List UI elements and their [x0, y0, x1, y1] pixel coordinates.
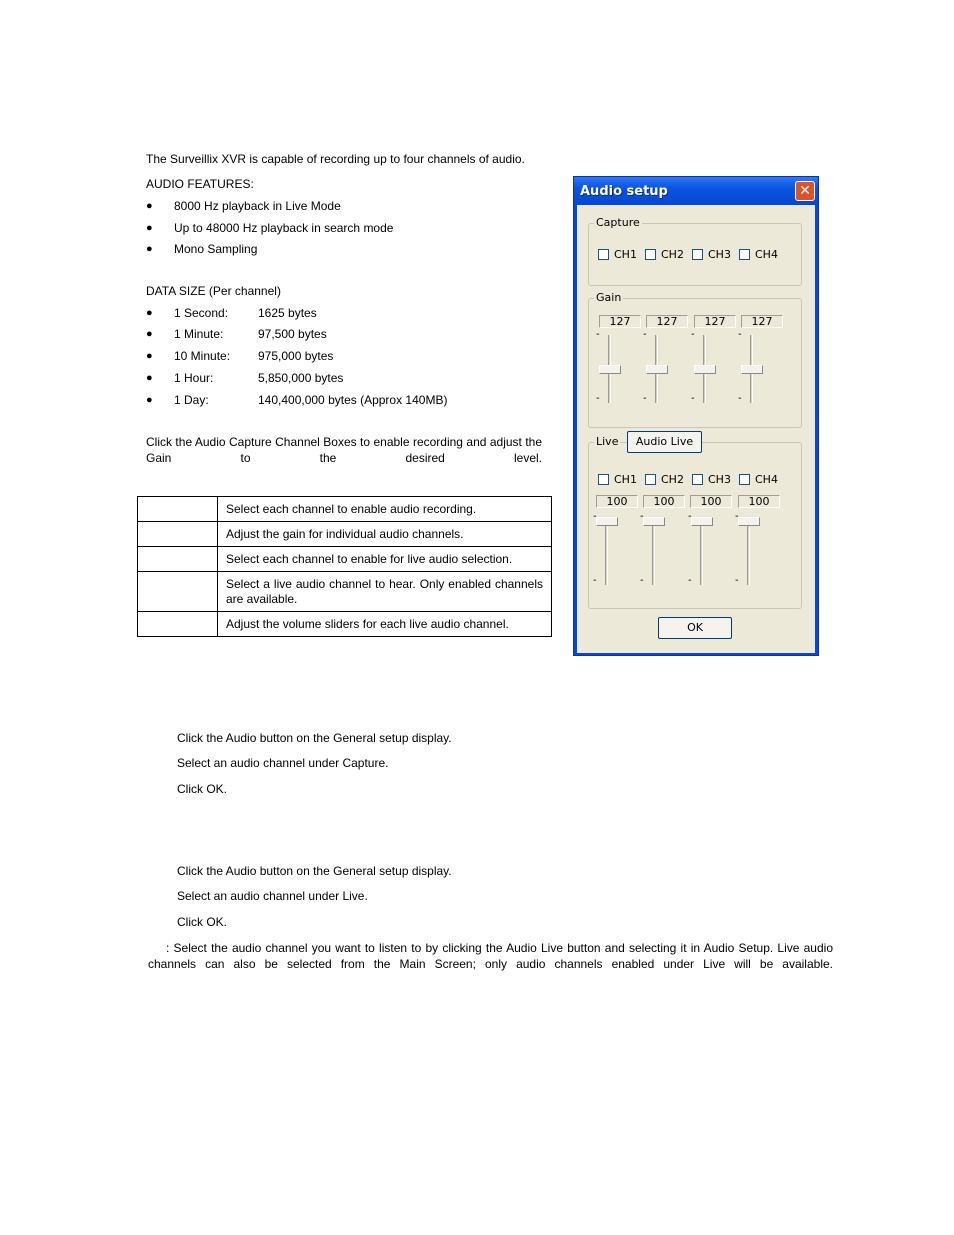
bullet-icon: ● [146, 394, 153, 406]
table-row [138, 497, 552, 522]
live-ch2-label: CH2 [661, 473, 684, 486]
live-value-ch3: 100 [690, 495, 732, 508]
live-value-ch1: 100 [596, 495, 638, 508]
slider-track[interactable] [605, 517, 608, 585]
bullet-icon: ● [146, 307, 153, 319]
dialog-titlebar[interactable] [574, 177, 818, 205]
data-size-value: 975,000 bytes [258, 349, 334, 363]
slider-thumb[interactable] [694, 365, 716, 374]
slider-tick-bottom: - [643, 393, 647, 404]
capture-ch3-checkbox[interactable] [692, 249, 703, 260]
gain-slider-ch2[interactable] [641, 331, 675, 409]
live-ch1-checkbox[interactable] [598, 474, 609, 485]
slider-tick-bottom: - [640, 575, 644, 586]
capture-step: Click OK. [177, 782, 228, 796]
table-desc: Adjust the volume sliders for each live audio channel. [218, 612, 552, 637]
capture-ch1-label: CH1 [614, 248, 637, 261]
live-ch3-checkbox[interactable] [692, 474, 703, 485]
intro-text: The Surveillix XVR is capable of recording up to four channels of audio. [146, 152, 525, 166]
capture-step: Click the Audio button on the General setup display. [177, 731, 452, 745]
table-key [138, 572, 218, 612]
gain-slider-ch3[interactable] [689, 331, 723, 409]
slider-tick-top: - [691, 329, 695, 340]
gain-slider-ch1[interactable] [594, 331, 628, 409]
table-row [138, 612, 552, 637]
close-icon[interactable]: ✕ [795, 181, 815, 201]
slider-thumb[interactable] [691, 517, 713, 526]
capture-ch4-checkbox[interactable] [739, 249, 750, 260]
slider-track[interactable] [747, 517, 750, 585]
data-size-value: 5,850,000 bytes [258, 371, 344, 385]
live-ch1-label: CH1 [614, 473, 637, 486]
table-row [138, 572, 552, 612]
feature-item: 8000 Hz playback in Live Mode [174, 199, 341, 213]
slider-tick-bottom: - [596, 393, 600, 404]
slider-tick-top: - [738, 329, 742, 340]
slider-thumb[interactable] [646, 365, 668, 374]
table-desc: Adjust the gain for individual audio channels. [218, 522, 552, 547]
ok-button[interactable]: OK [658, 617, 732, 639]
feature-item: Mono Sampling [174, 242, 258, 256]
feature-item: Up to 48000 Hz playback in search mode [174, 221, 394, 235]
live-slider-ch3[interactable] [686, 513, 720, 591]
gain-value-ch1: 127 [599, 315, 641, 328]
dialog-body [577, 205, 815, 653]
gain-value-ch4: 127 [741, 315, 783, 328]
table-row [138, 547, 552, 572]
slider-tick-bottom: - [735, 575, 739, 586]
table-key [138, 612, 218, 637]
slider-tick-top: - [593, 511, 597, 522]
capture-ch2-checkbox[interactable] [645, 249, 656, 260]
table-desc: Select each channel to enable audio recording. [218, 497, 552, 522]
live-ch3-label: CH3 [708, 473, 731, 486]
live-ch4-label: CH4 [755, 473, 778, 486]
live-value-ch2: 100 [643, 495, 685, 508]
table-key [138, 497, 218, 522]
gain-value-ch3: 127 [694, 315, 736, 328]
data-size-value: 1625 bytes [258, 306, 317, 320]
bullet-icon: ● [146, 372, 153, 384]
note-paragraph: : Select the audio channel you want to listen to by clicking the Audio Live button and selecting it in Audio Setup. Live audio channels can also be selected from the Main Screen; only audio channels enabled under Live will be available. [148, 941, 833, 971]
live-ch4-checkbox[interactable] [739, 474, 750, 485]
data-size-heading: DATA SIZE (Per channel) [146, 284, 281, 298]
data-size-value: 140,400,000 bytes (Approx 140MB) [258, 393, 448, 407]
capture-group-label: Capture [596, 216, 640, 229]
capture-ch3-label: CH3 [708, 248, 731, 261]
live-ch2-checkbox[interactable] [645, 474, 656, 485]
slider-tick-top: - [735, 511, 739, 522]
slider-tick-top: - [640, 511, 644, 522]
capture-step: Select an audio channel under Capture. [177, 756, 389, 770]
table-desc: Select each channel to enable for live audio selection. [218, 547, 552, 572]
live-value-ch4: 100 [738, 495, 780, 508]
features-heading: AUDIO FEATURES: [146, 177, 254, 191]
capture-ch1-checkbox[interactable] [598, 249, 609, 260]
slider-tick-bottom: - [593, 575, 597, 586]
bullet-icon: ● [146, 222, 153, 234]
feature-table [137, 496, 552, 637]
audio-live-button[interactable]: Audio Live [627, 431, 702, 453]
table-key [138, 522, 218, 547]
live-slider-ch2[interactable] [638, 513, 672, 591]
dialog-title: Audio setup [580, 184, 668, 199]
gain-group-label: Gain [596, 291, 622, 304]
data-size-label: 10 Minute: [174, 349, 231, 363]
slider-track[interactable] [700, 517, 703, 585]
slider-tick-top: - [688, 511, 692, 522]
slider-tick-bottom: - [688, 575, 692, 586]
live-slider-ch1[interactable] [591, 513, 625, 591]
capture-ch2-label: CH2 [661, 248, 684, 261]
data-size-label: 1 Day: [174, 393, 209, 407]
capture-ch4-label: CH4 [755, 248, 778, 261]
data-size-label: 1 Second: [174, 306, 229, 320]
bullet-icon: ● [146, 200, 153, 212]
slider-thumb[interactable] [738, 517, 760, 526]
slider-tick-top: - [596, 329, 600, 340]
slider-track[interactable] [652, 517, 655, 585]
data-size-value: 97,500 bytes [258, 327, 327, 341]
data-size-label: 1 Hour: [174, 371, 214, 385]
slider-tick-bottom: - [738, 393, 742, 404]
slider-thumb[interactable] [599, 365, 621, 374]
live-step: Click the Audio button on the General setup display. [177, 864, 452, 878]
live-step: Select an audio channel under Live. [177, 889, 368, 903]
data-size-label: 1 Minute: [174, 327, 224, 341]
bullet-icon: ● [146, 243, 153, 255]
slider-thumb[interactable] [596, 517, 618, 526]
slider-thumb[interactable] [643, 517, 665, 526]
instruction-paragraph: Click the Audio Capture Channel Boxes to enable recording and adjust the Gain to the desired level. [146, 435, 542, 465]
bullet-icon: ● [146, 328, 153, 340]
gain-value-ch2: 127 [646, 315, 688, 328]
slider-tick-bottom: - [691, 393, 695, 404]
live-slider-ch4[interactable] [733, 513, 767, 591]
live-group-label: Live [596, 435, 619, 448]
live-step: Click OK. [177, 915, 228, 929]
table-key [138, 547, 218, 572]
audio-setup-dialog [573, 176, 819, 656]
slider-thumb[interactable] [741, 365, 763, 374]
table-desc: Select a live audio channel to hear. Only enabled channels are available. [218, 572, 552, 612]
slider-tick-top: - [643, 329, 647, 340]
gain-slider-ch4[interactable] [736, 331, 770, 409]
bullet-icon: ● [146, 350, 153, 362]
table-row [138, 522, 552, 547]
